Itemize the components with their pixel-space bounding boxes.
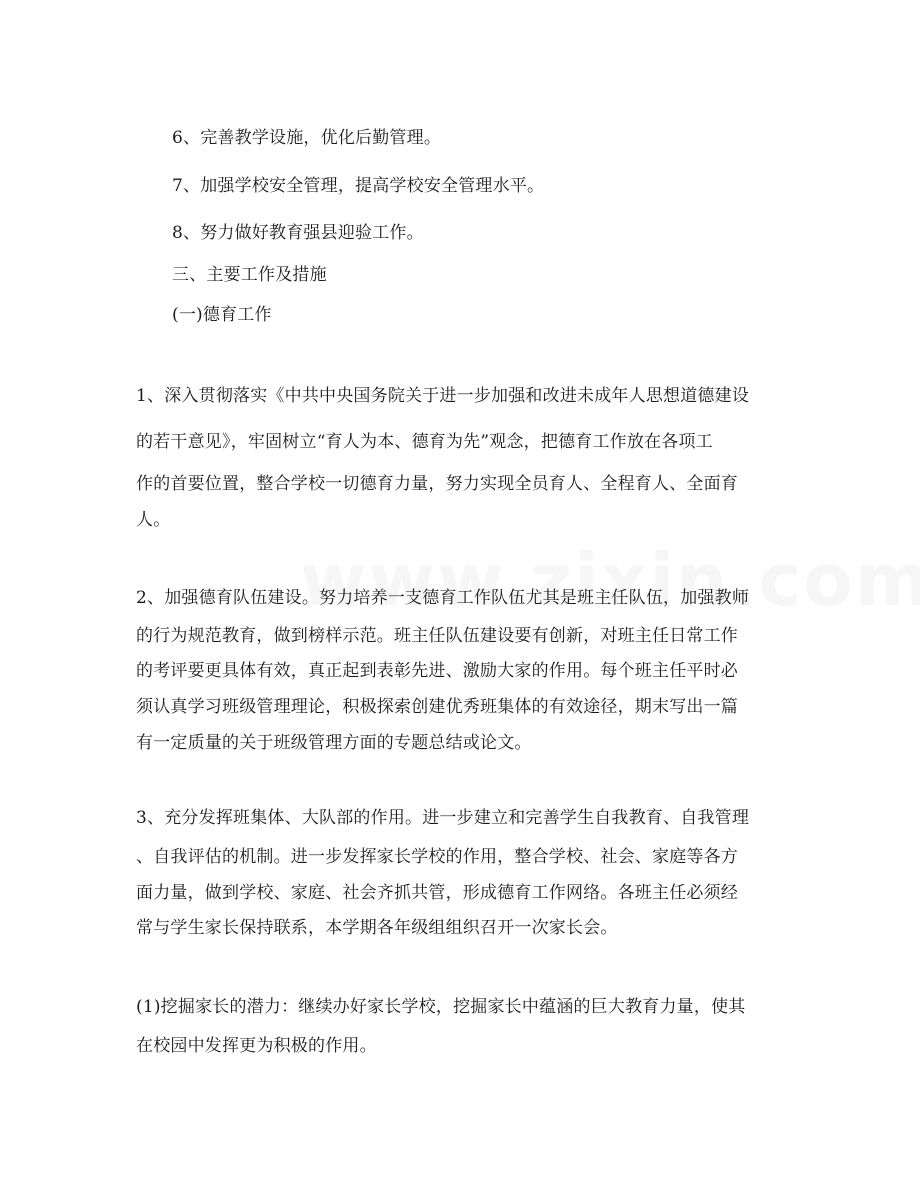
list-item: 8、努力做好教育强县迎验工作。 <box>172 223 424 243</box>
paragraph-3-line: 面力量，做到学校、家庭、社会齐抓共管，形成德育工作网络。各班主任必须经 <box>136 883 738 903</box>
paragraph-1-line: 1、深入贯彻落实《中共中央国务院关于进一步加强和改进未成年人思想道德建设 <box>136 386 750 406</box>
paragraph-1-line: 的若干意见》，牢固树立“育人为本、德育为先”观念，把德育工作放在各项工 <box>136 432 713 452</box>
paragraph-2-line: 的考评要更具体有效，真正起到表彰先进、激励大家的作用。每个班主任平时必 <box>136 661 738 681</box>
section-heading: 三、主要工作及措施 <box>172 265 327 285</box>
paragraph-2-line: 的行为规范教育，做到榜样示范。班主任队伍建设要有创新，对班主任日常工作 <box>136 626 738 646</box>
paragraph-1-line: 人。 <box>136 510 171 530</box>
list-item: 7、加强学校安全管理，提高学校安全管理水平。 <box>172 176 545 196</box>
paragraph-3-line: 、自我评估的机制。进一步发挥家长学校的作用，整合学校、社会、家庭等各方 <box>136 847 738 867</box>
paragraph-3-line: 常与学生家长保持联系，本学期各年级组组织召开一次家长会。 <box>136 918 618 938</box>
paragraph-2-line: 2、加强德育队伍建设。努力培养一支德育工作队伍尤其是班主任队伍，加强教师 <box>136 588 750 608</box>
list-item: 6、完善教学设施，优化后勤管理。 <box>172 128 442 148</box>
paragraph-3-line: 3、充分发挥班集体、大队部的作用。进一步建立和完善学生自我教育、自我管理 <box>136 808 750 828</box>
paragraph-2-line: 有一定质量的关于班级管理方面的专题总结或论文。 <box>136 733 532 753</box>
paragraph-2-line: 须认真学习班级管理理论，积极探索创建优秀班集体的有效途径，期末写出一篇 <box>136 697 738 717</box>
paragraph-4-line: 在校园中发挥更为积极的作用。 <box>136 1036 377 1056</box>
paragraph-4-line: (1)挖掘家长的潜力：继续办好家长学校，挖掘家长中蕴涵的巨大教育力量，使其 <box>136 997 746 1017</box>
paragraph-1-line: 作的首要位置，整合学校一切德育力量，努力实现全员育人、全程育人、全面育 <box>136 474 738 494</box>
subsection-heading: (一)德育工作 <box>172 305 272 325</box>
